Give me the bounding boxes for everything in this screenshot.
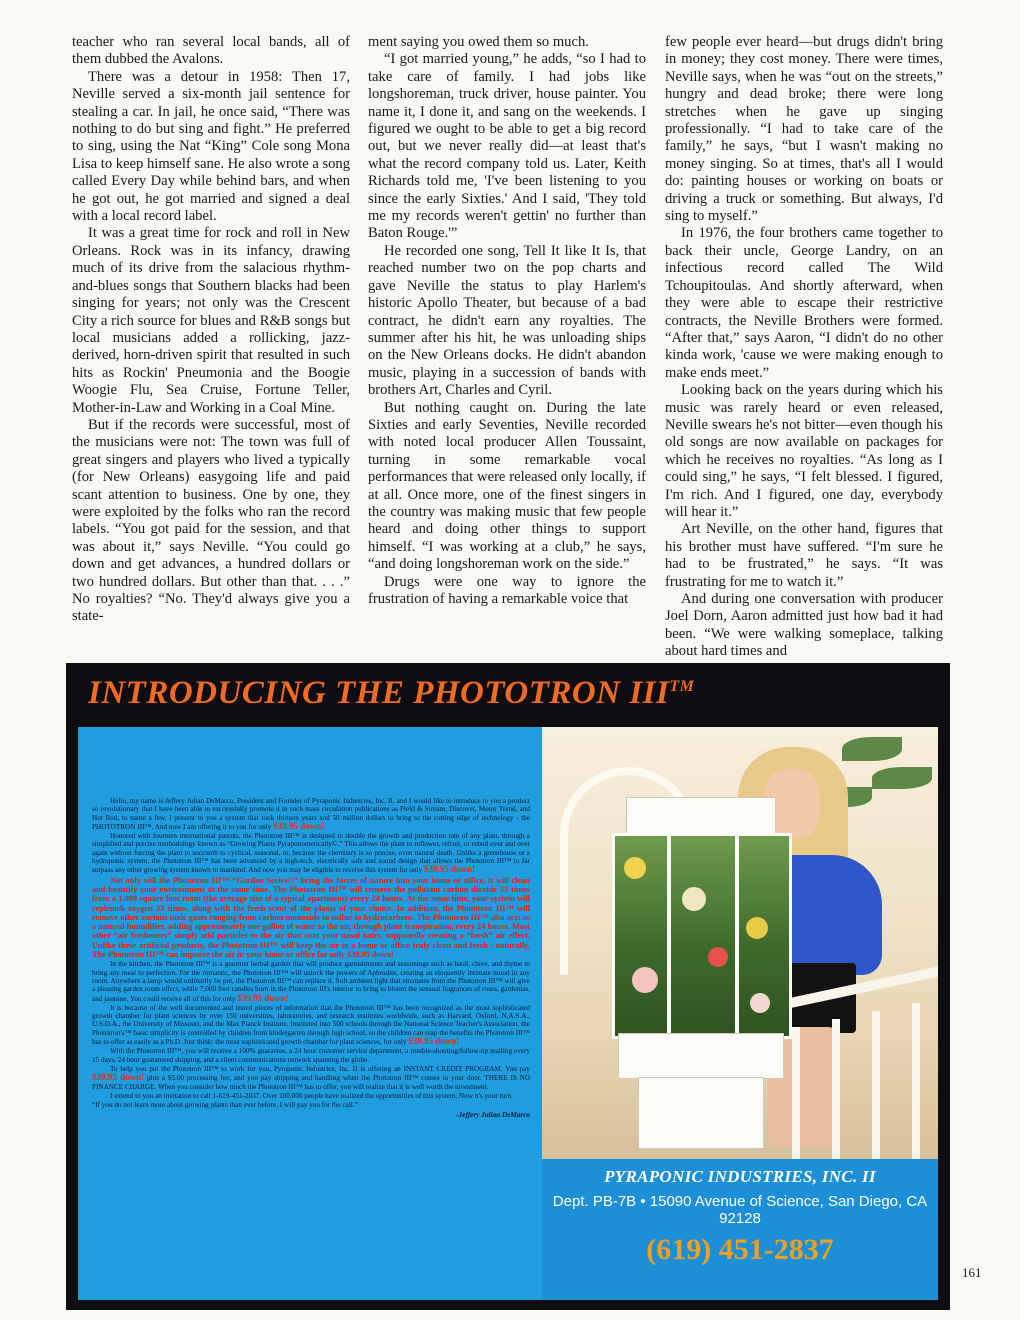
flower bbox=[750, 993, 770, 1013]
ad-copy-panel bbox=[78, 727, 542, 1300]
stair-baluster bbox=[912, 1003, 920, 1159]
page-number: 161 bbox=[962, 1265, 982, 1280]
price-callout: $39.95 down! bbox=[273, 820, 325, 831]
phototron-stand bbox=[638, 1077, 764, 1149]
article-paragraph: Art Neville, on the other hand, figures that his brother must have suffered. “I'm sure he had to be frustrated,” he says. “It was frustrating for me to watch it.” bbox=[665, 521, 943, 590]
ad-paragraph bbox=[92, 1004, 530, 1046]
ad-text: Hello, my name is Jeffery Julian DeMarco, President and Founder of Pyraponic Industries, Inc. II, and I would like to introduce to you a product so revolutionary that I have been able to successfully promote it in such mass circulation publications as Field & Stream, Discover, Motor Trend, and Hot Rod, to name a few. I present to you a system that took thirteen years and 50 million dollars to bring to the cutting edge of technology - the PHOTOTRON III™. And now I am offering it to you for only bbox=[92, 797, 530, 831]
ad-paragraph: I extend to you an invitation to call 1-619-451-2837. Over 100,000 people have realized the opportunities of this system. Now it's your turn. bbox=[110, 1091, 513, 1100]
article-paragraph: In 1976, the four brothers came together to back their uncle, George Landry, on an infectious record called The Wild Tchoupitoulas. And shortly afterward, when they were able to escape their restrictive contracts, the Neville Brothers were formed. “After that,” says Aaron, “I didn't do no other kinda work, 'cause we were making enough to make ends meet.” bbox=[665, 225, 943, 381]
ad-headline bbox=[88, 675, 694, 712]
ad-text: In the kitchen, the Phototron III™ is a gourmet herbal garden that will produce garnishments and seasonings such as basil, chive, and thyme to bring any meal to perfection. For the romantic, the Phototron III™ will unlock the powers of Aphrodite, creating an eloquently intimate mood in any room. Anywhere a lamp would ordinarily be put, the Phototron III™ can replace it. Soft ambient light that emanates from the Phototron III™ will give a pleasing garden room effect, while 7,000 foot candles burn in the Phototron III's interior to bring to bloom the sensual fragrances of roses, gardenias, and jasmine. You could receive all of this for only bbox=[92, 960, 530, 1003]
article-paragraph: There was a detour in 1958: Then 17, Neville served a six-month jail sentence for stealing a car. In jail, he once said, “There was nothing to do but sing and fight.” He preferred to sing, using the Nat “King” Cole song Mona Lisa to keep himself sane. He also wrote a song called Every Day while behind bars, and when he got out, he got married and signed a deal with a local record label. bbox=[72, 68, 351, 225]
article-paragraph: few people ever heard—but drugs didn't bring in money; they cost money. There were times, Neville says, when he was “out on the streets,” hungry and dead broke; there were long stretches when he gave up singing professionally. “I had to take care of the family,” he says, “but I wasn't making no money singing. So at times, that's all I would do: painting houses or working on boats or driving a truck or something. But always, I'd sing to myself.” bbox=[665, 34, 943, 225]
article-paragraph: And during one conversation with producer Joel Dorn, Aaron admitted just how bad it had been. “We were walking someplace, talking about hard times and bbox=[665, 591, 943, 660]
ad-signature: -Jeffery Julian DeMarco bbox=[456, 1111, 530, 1120]
company-phone: (619) 451-2837 bbox=[646, 1233, 834, 1266]
ad-text: To help you put the Phototron III™ to work for you, Pyraponic Industries, Inc. II is offering an INSTANT CREDIT PROGRAM. You pay bbox=[110, 1064, 530, 1073]
ad-highlight-paragraph bbox=[92, 876, 530, 960]
ad-paragraph bbox=[92, 960, 530, 1002]
price-callout: $39.95 down! bbox=[92, 1072, 145, 1083]
price-callout: $39.95 down! bbox=[408, 1036, 460, 1047]
article-paragraph: teacher who ran several local bands, all of them dubbed the Avalons. bbox=[72, 34, 350, 68]
price-callout: $39.95 down! bbox=[423, 864, 475, 875]
ad-paragraph: With the Phototron III™, you will receive a 100% guarantee, a 24 hour customer service department, a trouble-shooting/follow-up mailing every 15 days, 24 hour guaranteed shipping, and a client communications network spanning the globe. bbox=[92, 1047, 530, 1064]
phototron-unit bbox=[612, 797, 788, 1159]
ad-text: Not only will the Phototron III™ “Garden Series©” bring the forces of nature into your home or office, it will clean and beautify your environment at the same time. The Phototron III™ will remove the pollutant carbon dioxide 33 times from a 1,000 square foot room (the average size of a typical apartment) every 24 hours. At the same time, your system will replenish oxygen 33 times, along with the fresh scent of the plants of your choice. In addition, the Phototron III™ will remove other various toxic gases ranging from carbon monoxide to sulfur to hydrocarbons. The Phototron III™ also acts as a natural humidifier, adding approximately one gallon of water to the air, through plant transpiration, every 24 hours. Most other “air fresheners” simply add particles to the air that coat your nasal hairs, supposedly creating a “fresh” air effect. Unlike these artificial products, the Phototron III™ will keep the air in a home or office truly clean and fresh - naturally. The Phototron III™ can improve the air in your home or office for only bbox=[92, 875, 530, 960]
flower bbox=[682, 887, 706, 911]
houseplant-leaf bbox=[842, 737, 902, 761]
article-paragraph: He recorded one song, Tell It like It Is, that reached number two on the pop charts and gave Neville the status to play Harlem's historic Apollo Theater, but because of a bad contract, he didn't earn any royalties. The summer after his hit, he was unloading ships on the New Orleans docks. He didn't abandon music, playing in a succession of bands with brothers Art, Charles and Cyril. bbox=[368, 242, 646, 399]
phototron-top bbox=[626, 797, 776, 835]
article-paragraph: Looking back on the years during which his music was rarely heard or even released, Neville swears he's not bitter—even though his old songs are now available on packages for which he receives no royalties. “As long as I could sing,” he says, “I felt blessed. I figured, I'm rich. And I figured, one day, everybody will hear it.” bbox=[665, 382, 943, 520]
flower bbox=[632, 967, 658, 993]
ad-product-photo bbox=[542, 727, 938, 1159]
price-callout: $39.95 down! bbox=[237, 992, 289, 1003]
stair-baluster bbox=[832, 1019, 840, 1159]
company-address: Dept. PB-7B • 15090 Avenue of Science, San Diego, CA 92128 bbox=[552, 1193, 928, 1227]
ad-signoff: “If you do not learn more about growing plants than ever before, I will pay you for the call.” bbox=[92, 1101, 358, 1110]
flower bbox=[708, 947, 728, 967]
article-paragraph: Drugs were one way to ignore the frustration of having a remarkable voice that bbox=[368, 573, 646, 607]
company-name: PYRAPONIC INDUSTRIES, INC. II bbox=[604, 1167, 876, 1186]
article-column-1 bbox=[72, 34, 350, 626]
article-paragraph: “I got married young,” he adds, “so I had to take care of family. I had jobs like longshoreman, truck driver, house painter. You name it, I done it, and sang on the weekends. I figured we ought to be able to get a big record out, but we never really did—at least that's what the record company told us. Later, Keith Richards told me, 'I've been listening to you since the early Sixties.' And I said, 'They told me my records weren't gettin' no further than Baton Rouge.'” bbox=[368, 51, 646, 242]
ad-text: Honored with fourteen international patents, the Phototron III™ is designed to double the growth and production rate of any plant, through a simplified and precise methodology known as “Growing Plants Pyraponomerically©.” This allows the plant to reflower, refruit, or rebud over and over again without forcing the plant to succumb to cyclical, seasonal, or, because the chemistry is so precise, even natural death. Unlike a greenhouse or a hydroponic system, the Phototron III™ has been advanced by a high-tech, electrically safe and sound design that allows the Phototron III™ to far surpass any other growing system known to mankind. And now you may be eligible to receive this system for only bbox=[92, 832, 530, 875]
ad-headline-text: INTRODUCING THE PHOTOTRON III bbox=[88, 675, 670, 711]
flower bbox=[746, 917, 768, 939]
article-column-3 bbox=[665, 34, 943, 661]
houseplant-leaf bbox=[872, 767, 932, 789]
ad-paragraph bbox=[92, 797, 530, 831]
article-paragraph: But nothing caught on. During the late Sixties and early Seventies, Neville recorded with noted local producer Allen Toussaint, turning in some remarkable vocal performances that were released only locally, if at all. Once more, one of the finest singers in the country was making music that few people heard and doing other things to support himself. “I was working at a club,” he says, “and doing longshoreman work on the side.” bbox=[368, 399, 646, 573]
stair-baluster bbox=[872, 1011, 880, 1159]
ad-company-block bbox=[542, 1159, 938, 1300]
ad-text: plus a $5.00 processing fee, and you pay shipping and handling when the Phototron III™ comes to your door. THERE IS NO FINANCE CHARGE. When you consider how much the Phototron III™ has to offer, you will realize that it is well worth the investment. bbox=[92, 1074, 530, 1091]
ad-paragraph bbox=[92, 1065, 530, 1091]
stair-baluster bbox=[792, 1027, 800, 1159]
ad-paragraph bbox=[92, 832, 530, 874]
article-column-2 bbox=[368, 34, 646, 608]
price-callout: $39.95 down! bbox=[346, 950, 394, 960]
phototron-panel bbox=[668, 833, 738, 1039]
phototron-advertisement bbox=[66, 663, 950, 1310]
flower bbox=[624, 857, 646, 879]
article-paragraph: But if the records were successful, most of the musicians were not: The town was full of great singers and players who lived a typically (for New Orleans) easygoing life and paid scant attention to business. One by one, they were exploited by the folks who ran the record labels. “You got paid for the session, and that was about it,” says Neville. “You could go down and get advances, a hundred dollars or two hundred dollars. But other than that. . . .” No royalties? “No. They'd always give you a state- bbox=[72, 416, 350, 625]
phototron-base bbox=[618, 1033, 784, 1079]
article-paragraph: ment saying you owed them so much. bbox=[368, 34, 589, 50]
trademark-mark: TM bbox=[669, 678, 695, 695]
article-paragraph: It was a great time for rock and roll in New Orleans. Rock was in its infancy, drawing much of its drive from the salacious rhythm-and-blues songs that Southern blacks had been singing for years; not only was the Crescent City a rich source for blues and R&B songs but local musicians added a rollicking, jazz-derived, horn-driven spirit that resulted in such hits as Rockin' Pneumonia and the Boogie Woogie Flu, Sea Cruise, Fortune Teller, Mother-in-Law and Working in a Coal Mine. bbox=[72, 225, 350, 416]
ad-text: It is because of the well documented and tested pieces of information that the Phototron III™ has been recognized as the most sophisticated growth chamber for plant sciences by over 150 universities, laboratories, and research institutes worldwide, such as Harvard, Oxford, N.A.S.A., U.S.D.A., the University of Missouri, and the Max Planck Institute. Instituted into 500 schools through the National Science Teacher's Association, the Phototron's™ basic simplicity is controlled by children from kindergarten through high school, so the children can reap the benefits the Phototron III™ has to offer as easily as a Ph.D. Just think: the most sophisticated growth chamber for plant sciences, for only bbox=[92, 1003, 530, 1047]
